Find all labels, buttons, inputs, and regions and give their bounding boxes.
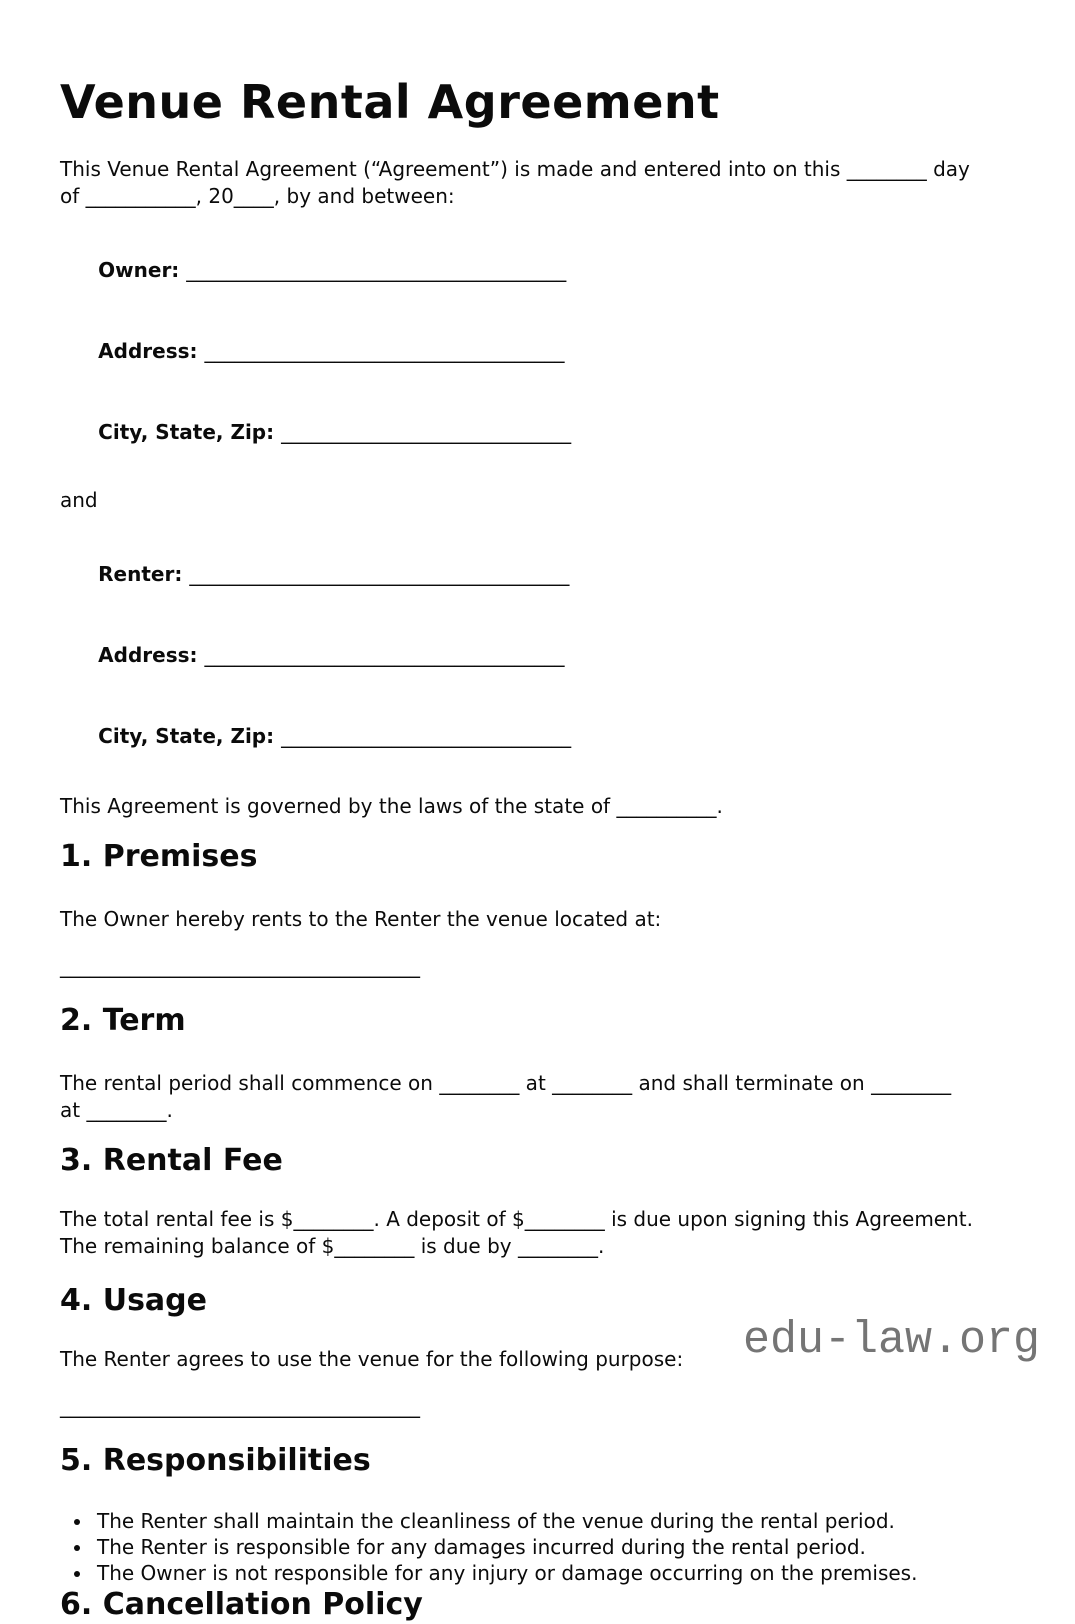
owner-city-blank: _____________________________ xyxy=(281,420,572,444)
section-heading-cancellation-policy: 6. Cancellation Policy xyxy=(60,1587,423,1622)
owner-block xyxy=(60,230,1015,473)
list-item: • The Renter is responsible for any damages incurred during the rental period. xyxy=(93,1534,1015,1560)
section-heading-premises: 1. Premises xyxy=(60,839,258,874)
rental-fee-line: The total rental fee is $________. A deposit of $________ is due upon signing this Agreement. xyxy=(60,1207,973,1231)
page-title: Venue Rental Agreement xyxy=(60,75,720,129)
renter-address-row xyxy=(60,615,1015,696)
term-paragraph xyxy=(60,1070,1015,1124)
renter-city-row xyxy=(60,696,1015,777)
owner-address-label: Address: xyxy=(98,339,205,363)
rental-fee-line: The remaining balance of $________ is due by ________. xyxy=(60,1234,605,1258)
intro-paragraph xyxy=(60,156,1015,210)
owner-address-blank: ____________________________________ xyxy=(204,339,565,363)
watermark-text: edu-law.org xyxy=(742,1315,1040,1366)
intro-line: This Venue Rental Agreement (“Agreement”) is made and entered into on this ________ day xyxy=(60,157,970,181)
list-item: • The Renter shall maintain the cleanliness of the venue during the rental period. xyxy=(93,1508,1015,1534)
owner-address-row xyxy=(60,311,1015,392)
owner-city-label: City, State, Zip: xyxy=(98,420,282,444)
owner-name-blank: ______________________________________ xyxy=(186,258,567,282)
renter-name-blank: ______________________________________ xyxy=(189,562,570,586)
section-heading-usage: 4. Usage xyxy=(60,1283,207,1318)
intro-line: of ___________, 20____, by and between: xyxy=(60,184,455,208)
renter-label: Renter: xyxy=(98,562,190,586)
renter-block xyxy=(60,534,1015,777)
premises-paragraph: The Owner hereby rents to the Renter the venue located at: xyxy=(60,907,662,931)
premises-blank-line: ____________________________________ xyxy=(60,954,420,978)
renter-city-blank: _____________________________ xyxy=(281,724,572,748)
owner-label: Owner: xyxy=(98,258,187,282)
rental-fee-paragraph xyxy=(60,1206,1015,1260)
usage-paragraph: The Renter agrees to use the venue for the following purpose: xyxy=(60,1347,684,1371)
list-item: • The Owner is not responsible for any injury or damage occurring on the premises. xyxy=(93,1560,1015,1586)
term-line: at ________. xyxy=(60,1098,173,1122)
renter-name-row xyxy=(60,534,1015,615)
parties-connector: and xyxy=(60,488,98,512)
owner-city-row xyxy=(60,392,1015,473)
renter-address-label: Address: xyxy=(98,643,205,667)
usage-blank-line: ____________________________________ xyxy=(60,1394,420,1418)
owner-name-row xyxy=(60,230,1015,311)
renter-city-label: City, State, Zip: xyxy=(98,724,282,748)
term-line: The rental period shall commence on ________ at ________ and shall terminate on ________ xyxy=(60,1071,952,1095)
responsibilities-list xyxy=(60,1508,1015,1586)
section-heading-responsibilities: 5. Responsibilities xyxy=(60,1443,371,1478)
section-heading-term: 2. Term xyxy=(60,1003,186,1038)
governing-law-line: This Agreement is governed by the laws of the state of __________. xyxy=(60,794,723,818)
section-heading-rental-fee: 3. Rental Fee xyxy=(60,1143,283,1178)
renter-address-blank: ____________________________________ xyxy=(204,643,565,667)
